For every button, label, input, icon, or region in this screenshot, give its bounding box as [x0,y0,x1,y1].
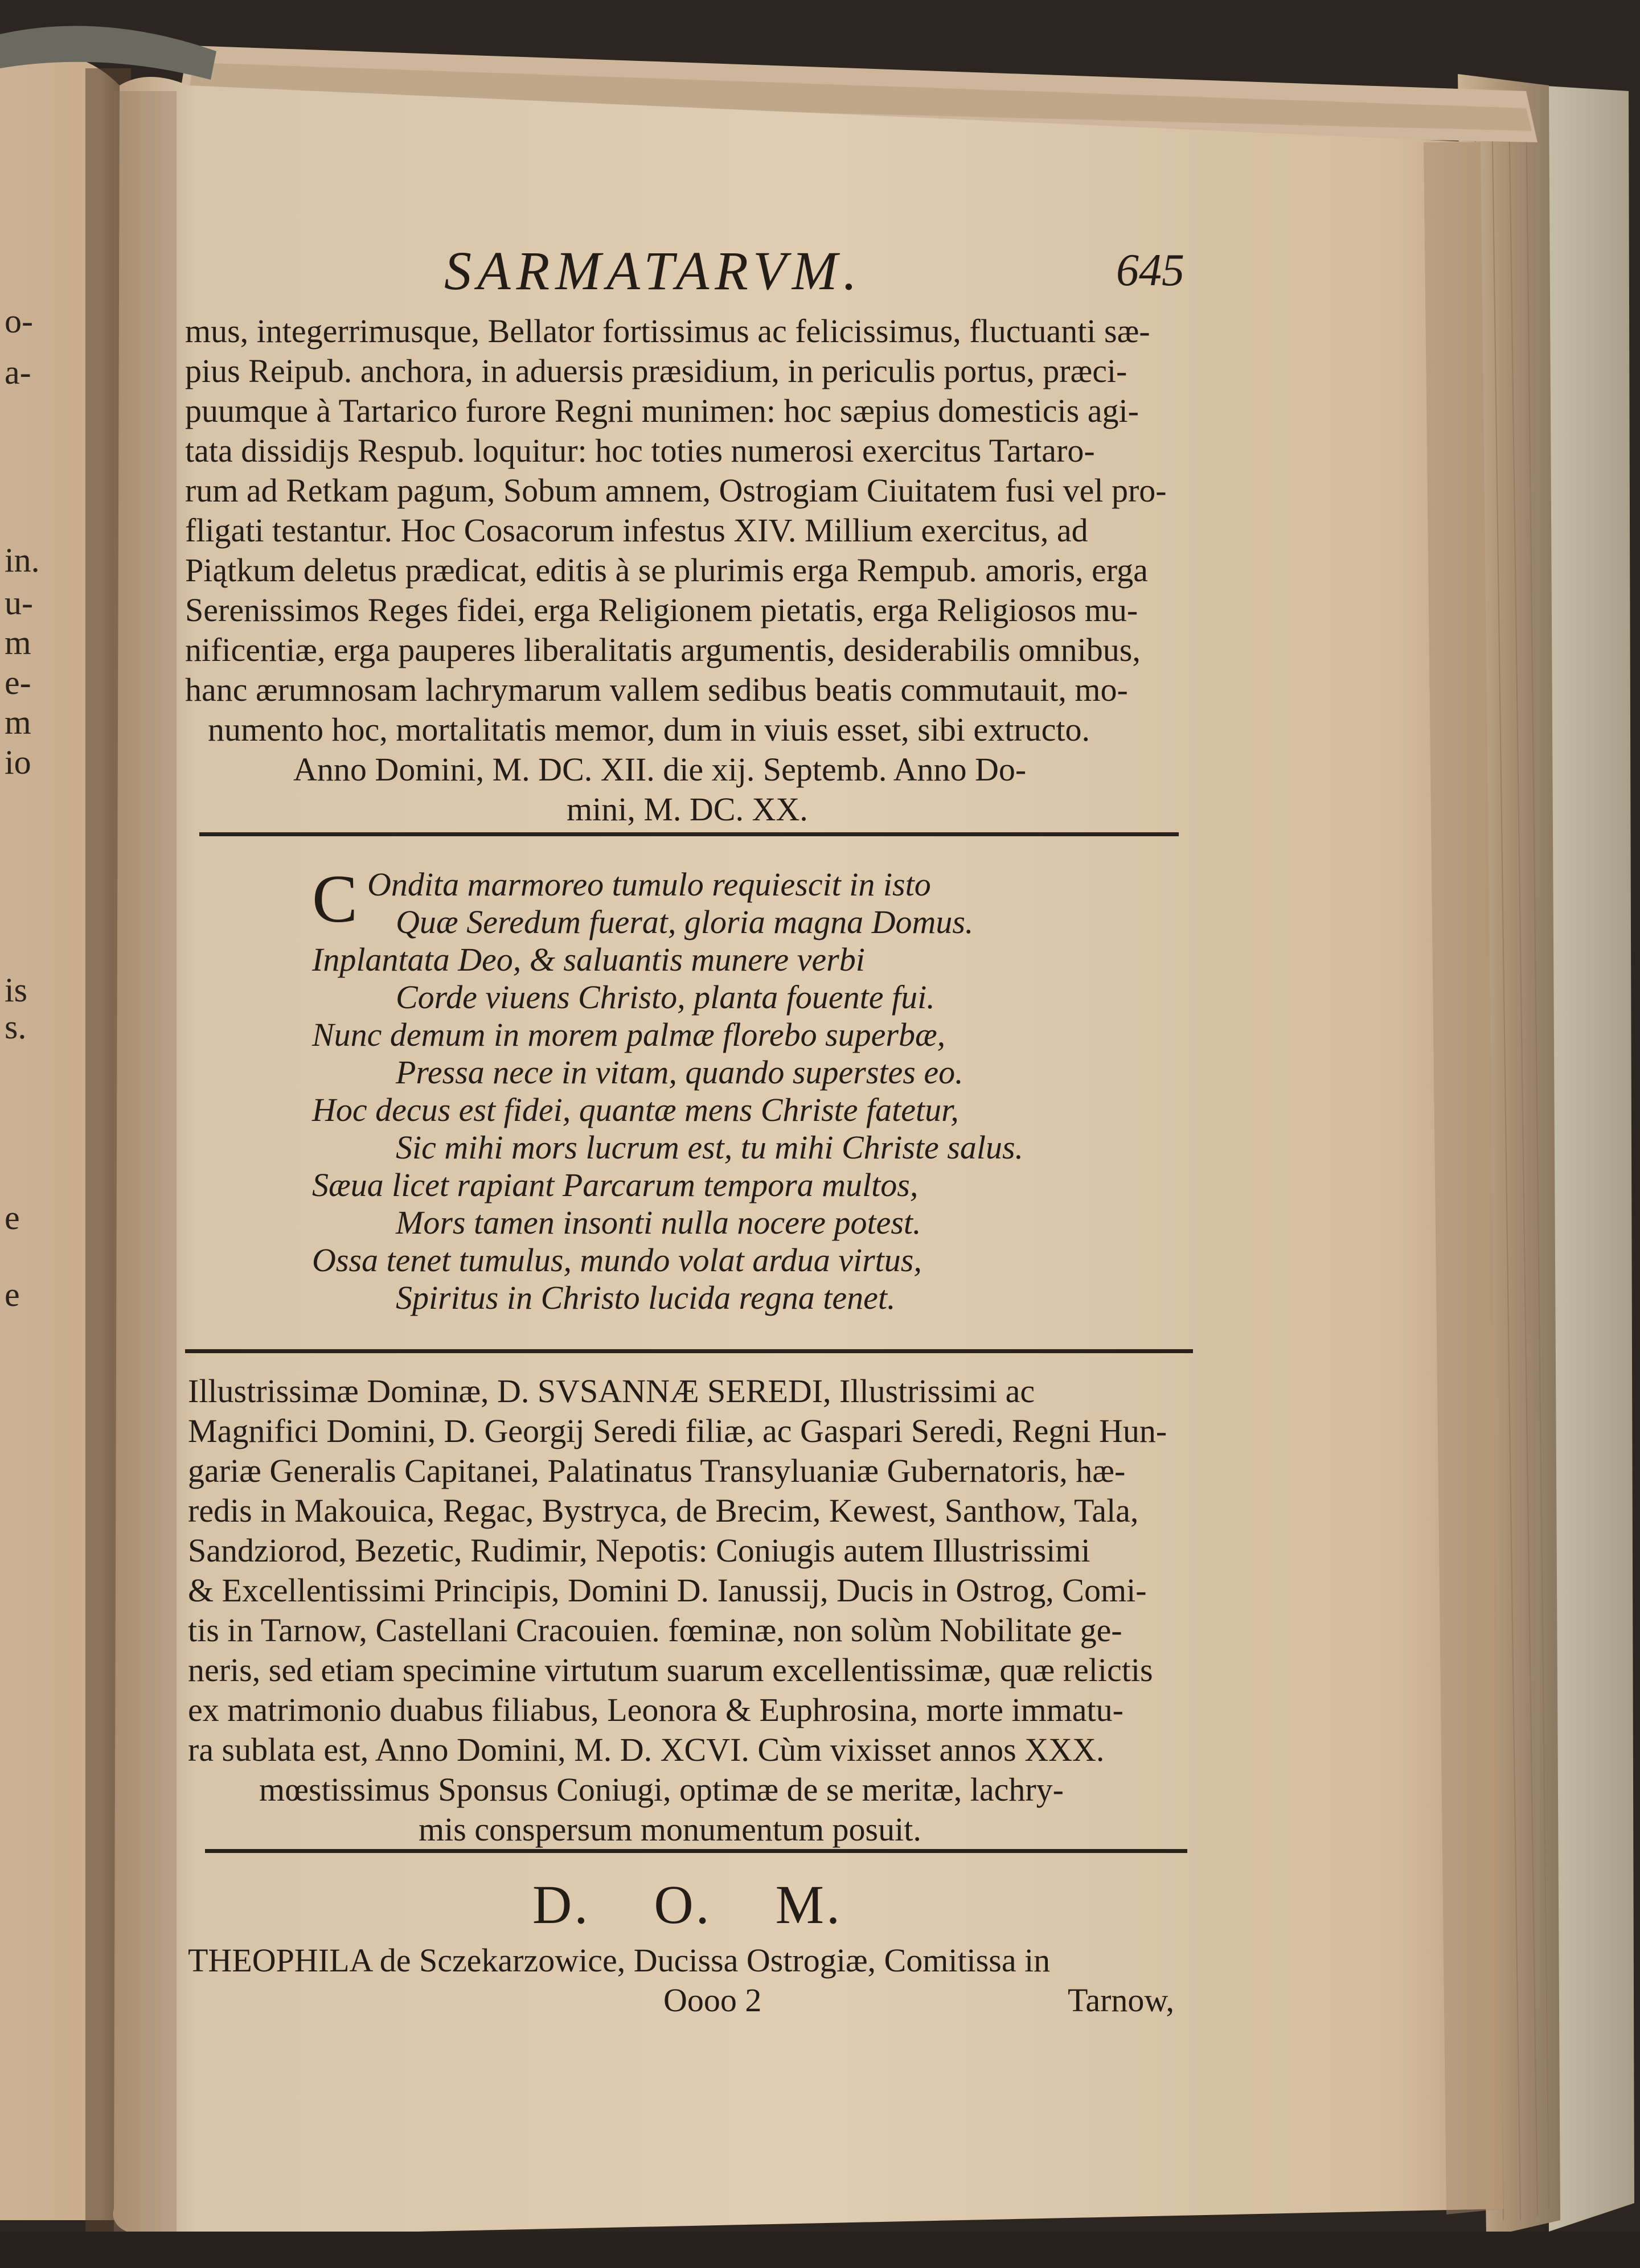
text-line: & Excellentissimi Principis, Domini D. Ianussij, Ducis in Ostrog, Comi- [188,1572,1147,1609]
verse-line: Inplantata Deo, & saluantis munere verbi [312,941,865,978]
divider-rule [205,1849,1187,1853]
verse-line: Ondita marmoreo tumulo requiescit in isto [367,866,931,903]
page-number: 645 [1116,245,1184,295]
left-page-fragment: e- [5,664,31,701]
left-page-fragment: u- [5,584,33,622]
text-line: hanc ærumnosam lachrymarum vallem sedibus beatis commutauit, mo- [185,671,1128,708]
verse-line: Sæua licet rapiant Parcarum tempora multos, [312,1166,919,1203]
drop-cap: C [312,861,358,936]
verse-line: Ossa tenet tumulus, mundo volat ardua virtus, [312,1242,922,1279]
left-page-fragment: is [5,971,28,1009]
left-page-fragment: m [5,704,31,741]
text-line: rum ad Retkam pagum, Sobum amnem, Ostrogiam Ciuitatem fusi vel pro- [185,472,1167,509]
text-line: mus, integerrimusque, Bellator fortissimus ac felicissimus, fluctuanti sæ- [185,313,1150,350]
text-line: Serenissimos Reges fidei, erga Religionem pietatis, erga Religiosos mu- [185,591,1138,628]
verse-line: Nunc demum in morem palmæ florebo superbæ, [312,1016,946,1053]
text-line: mœstissimus Sponsus Coniugi, optimæ de se meritæ, lachry- [259,1771,1064,1808]
text-line: ra sublata est, Anno Domini, M. D. XCVI. Cùm vixisset annos XXX. [188,1731,1105,1768]
text-line: Magnifici Domini, D. Georgij Seredi filiæ, ac Gaspari Seredi, Regni Hun- [188,1412,1167,1449]
text-line: tata dissidijs Respub. loquitur: hoc toties numerosi exercitus Tartaro- [185,432,1095,469]
verse-line: Pressa nece in vitam, quando superstes eo. [396,1054,964,1091]
left-page-fragment: s. [5,1008,27,1046]
theophila-line: THEOPHILA de Sczekarzowice, Ducissa Ostrogiæ, Comitissa in [188,1942,1051,1979]
left-page-fragment: e [5,1276,20,1313]
text-line: neris, sed etiam specimine virtutum suarum excellentissimæ, quæ relictis [188,1651,1153,1688]
verse-line: Corde viuens Christo, planta fouente fui. [396,979,935,1016]
text-line: puumque à Tartarico furore Regni munimen: hoc sæpius domesticis agi- [185,392,1139,429]
catchword: Tarnow, [1068,1982,1175,2019]
text-line: redis in Makouica, Regac, Bystryca, de Brecim, Kewest, Santhow, Tala, [188,1492,1139,1529]
text-line: pius Reipub. anchora, in aduersis præsidium, in periculis portus, præci- [185,352,1128,389]
text-line: Anno Domini, M. DC. XII. die xij. Septemb. Anno Do- [293,751,1027,788]
text-line: tis in Tarnow, Castellani Cracouien. fœminæ, non solùm Nobilitate ge- [188,1612,1122,1649]
text-line: Illustrissimæ Dominæ, D. SVSANNÆ SEREDI, Illustrissimi ac [188,1373,1035,1410]
text-line: Sandziorod, Bezetic, Rudimir, Nepotis: Coniugis autem Illustrissimi [188,1532,1090,1569]
text-line: numento hoc, mortalitatis memor, dum in viuis esset, sibi extructo. [208,711,1090,748]
verse-line: Hoc decus est fidei, quantæ mens Christe fatetur, [312,1091,959,1128]
text-line: Piątkum deletus prædicat, editis à se plurimis erga Rempub. amoris, erga [185,552,1148,589]
text-line: nificentiæ, erga pauperes liberalitatis argumentis, desiderabilis omnibus, [185,631,1141,668]
left-page-fragment: m [5,624,31,662]
left-page-fragment: io [5,743,31,781]
divider-rule [185,1349,1193,1353]
left-page-fragment: o- [5,302,33,340]
dom-heading: D. O. M. [532,1874,843,1935]
running-head: SARMATARVM. [444,240,863,301]
text-line: ex matrimonio duabus filiabus, Leonora & Euphrosina, morte immatu- [188,1691,1124,1728]
verse-line: Spiritus in Christo lucida regna tenet. [396,1279,896,1316]
verse-line: Quæ Seredum fuerat, gloria magna Domus. [396,903,974,940]
signature-mark: Oooo 2 [663,1982,762,2019]
verse-line: Mors tamen insonti nulla nocere potest. [396,1204,921,1241]
verse-line: Sic mihi mors lucrum est, tu mihi Christe salus. [396,1129,1024,1166]
text-line: gariæ Generalis Capitanei, Palatinatus Transyluaniæ Gubernatoris, hæ- [188,1452,1126,1489]
text-line: fligati testantur. Hoc Cosacorum infestus XIV. Millium exercitus, ad [185,512,1088,549]
text-line: mini, M. DC. XX. [567,791,808,828]
left-page-fragment: e [5,1199,20,1236]
text-line: mis conspersum monumentum posuit. [419,1811,921,1848]
left-page-fragment: in. [5,541,40,579]
left-page-fragment: a- [5,354,31,391]
divider-rule [199,832,1179,836]
